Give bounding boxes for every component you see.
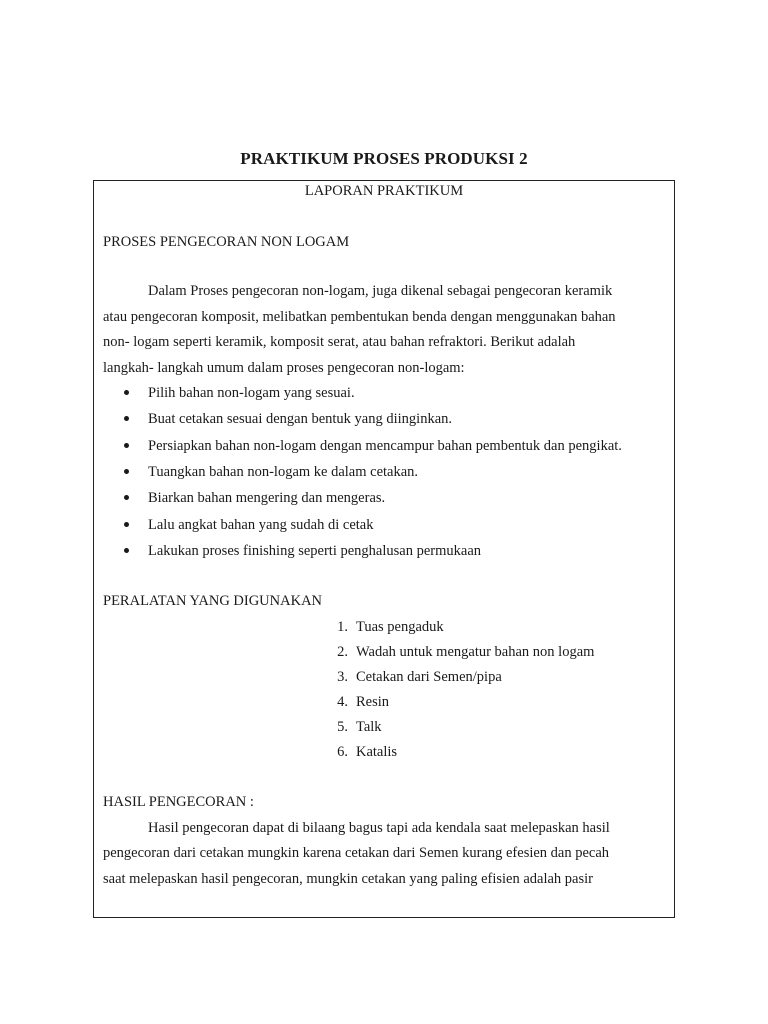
report-box <box>93 180 675 918</box>
list-item-text: Talk <box>356 719 382 735</box>
list-item-number: 2. <box>337 644 348 660</box>
list-item-number: 1. <box>337 619 348 635</box>
paragraph-line: Hasil pengecoran dapat di bilaang bagus tapi ada kendala saat melepaskan hasil <box>148 820 610 836</box>
list-item-number: 3. <box>337 669 348 685</box>
list-item-text: Resin <box>356 694 390 710</box>
paragraph-line: pengecoran dari cetakan mungkin karena cetakan dari Semen kurang efesien dan pecah <box>103 845 610 861</box>
section-heading-results: HASIL PENGECORAN : <box>103 794 254 810</box>
list-item-text: Katalis <box>356 744 398 760</box>
list-item-number: 6. <box>337 744 348 760</box>
list-item-text: Lalu angkat bahan yang sudah di cetak <box>148 517 374 533</box>
bullet-icon <box>124 522 129 527</box>
section-heading-process: PROSES PENGECORAN NON LOGAM <box>103 234 350 250</box>
list-item-text: Cetakan dari Semen/pipa <box>356 669 502 685</box>
list-item-number: 5. <box>337 719 348 735</box>
list-item-text: Wadah untuk mengatur bahan non logam <box>356 644 595 660</box>
list-item-text: Pilih bahan non-logam yang sesuai. <box>148 385 355 401</box>
paragraph-line: Dalam Proses pengecoran non-logam, juga dikenal sebagai pengecoran keramik <box>148 283 613 299</box>
report-subtitle: LAPORAN PRAKTIKUM <box>304 183 464 199</box>
document-title: PRAKTIKUM PROSES PRODUKSI 2 <box>240 149 528 168</box>
list-item-text: Biarkan bahan mengering dan mengeras. <box>148 490 386 506</box>
bullet-icon <box>124 416 129 421</box>
list-item-text: Tuas pengaduk <box>356 619 444 635</box>
paragraph-line: atau pengecoran komposit, melibatkan pembentukan benda dengan menggunakan bahan <box>103 309 616 325</box>
section-heading-tools: PERALATAN YANG DIGUNAKAN <box>103 593 323 609</box>
list-item-text: Lakukan proses finishing seperti penghalusan permukaan <box>148 543 482 559</box>
bullet-icon <box>124 495 129 500</box>
paragraph-line: non- logam seperti keramik, komposit serat, atau bahan refraktori. Berikut adalah <box>103 334 576 350</box>
paragraph-line: langkah- langkah umum dalam proses pengecoran non-logam: <box>103 360 465 376</box>
bullet-icon <box>124 469 129 474</box>
list-item-text: Tuangkan bahan non-logam ke dalam cetakan. <box>148 464 419 480</box>
paragraph-line: saat melepaskan hasil pengecoran, mungkin cetakan yang paling efisien adalah pasir <box>103 871 593 887</box>
list-item-text: Persiapkan bahan non-logam dengan mencampur bahan pembentuk dan pengikat. <box>148 438 622 454</box>
list-item-text: Buat cetakan sesuai dengan bentuk yang diinginkan. <box>148 411 453 427</box>
bullet-icon <box>124 390 129 395</box>
bullet-icon <box>124 548 129 553</box>
bullet-icon <box>124 443 129 448</box>
list-item-number: 4. <box>337 694 348 710</box>
